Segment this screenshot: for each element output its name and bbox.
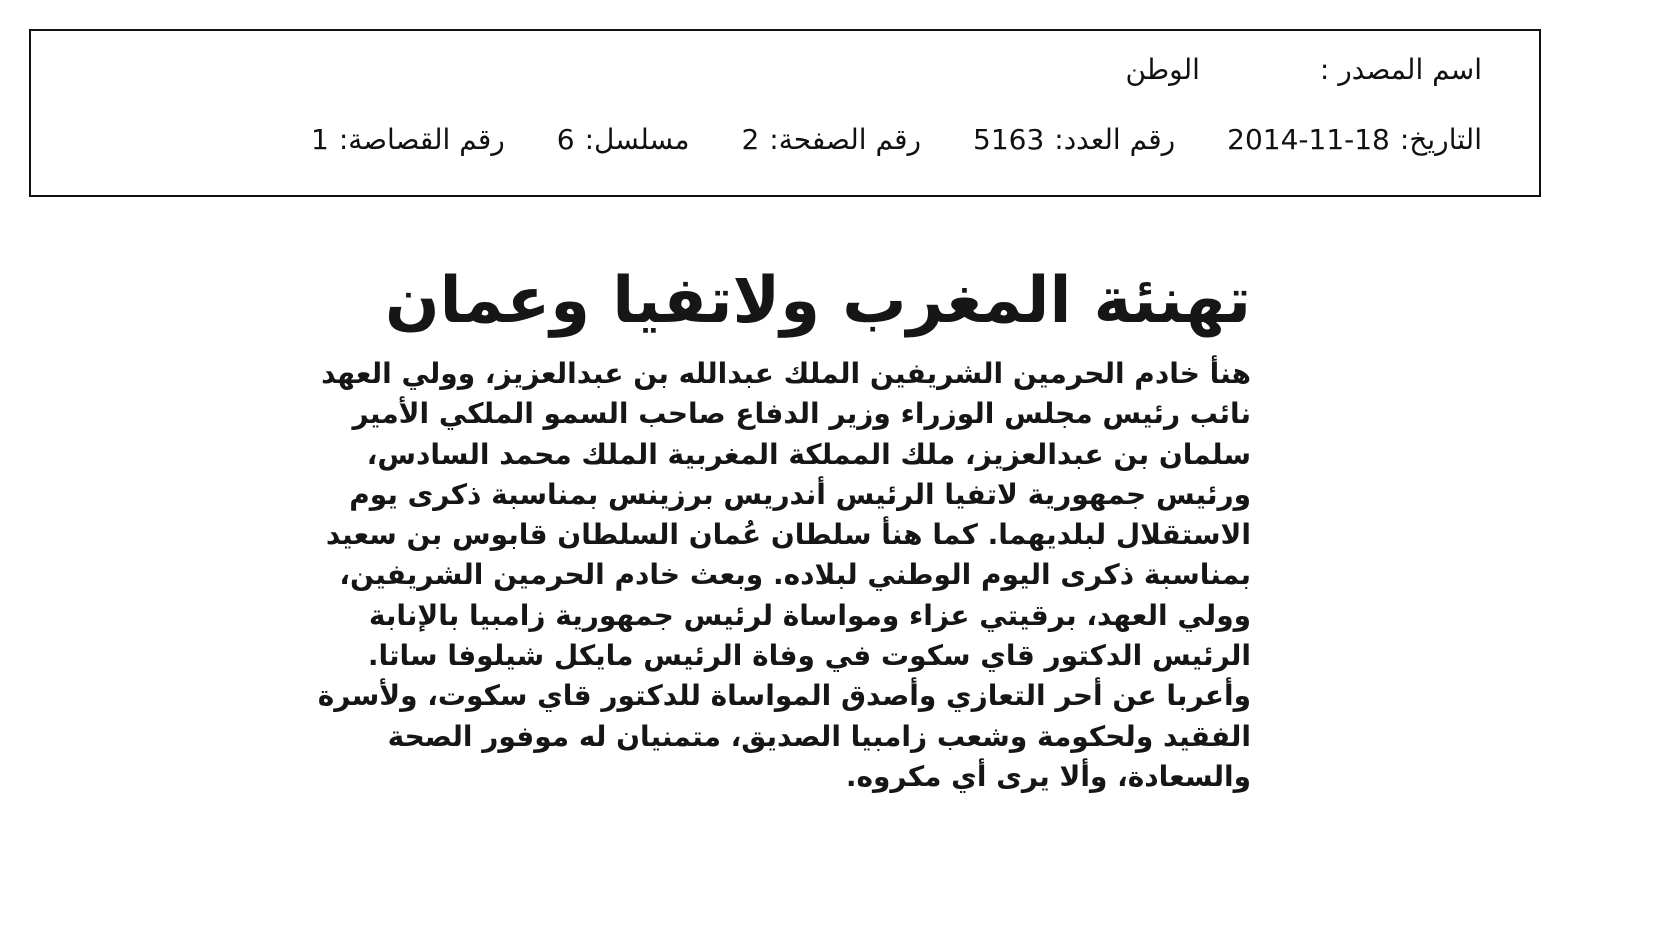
news-article [301, 258, 1251, 797]
article-body-line: سلمان بن عبدالعزيز، ملك المملكة المغربية الملك محمد السادس، [366, 437, 1251, 471]
page-label: رقم الصفحة: [769, 123, 922, 156]
article-body-line: والسعادة، وألا يرى أي مكروه. [845, 759, 1251, 793]
article-body-line: وأعربا عن أحر التعازي وأصدق المواساة للدكتور قاي سكوت، ولأسرة [317, 679, 1251, 713]
clipping-field [311, 123, 505, 156]
date-value: 2014-11-18 [1227, 123, 1390, 156]
page-field [741, 123, 921, 156]
source-value: الوطن [1125, 53, 1200, 86]
article-body-line: ورئيس جمهورية لاتفيا الرئيس أندريس برزينس بمناسبة ذكرى يوم [349, 477, 1251, 511]
serial-value: 6 [556, 123, 575, 156]
article-body-line: نائب رئيس مجلس الوزراء وزير الدفاع صاحب السمو الملكي الأمير [352, 397, 1251, 431]
article-body [301, 354, 1251, 797]
issue-field [973, 123, 1175, 156]
clipping-value: 1 [310, 123, 329, 156]
serial-field [557, 123, 690, 156]
page-value: 2 [741, 123, 760, 156]
clipping-label: رقم القصاصة: [338, 123, 505, 156]
issue-label: رقم العدد: [1054, 123, 1176, 156]
article-body-line: الرئيس الدكتور قاي سكوت في وفاة الرئيس مايكل شيلوفا ساتا. [367, 639, 1251, 673]
publication-details-row [311, 123, 1482, 156]
clipping-metadata-box [29, 29, 1541, 197]
issue-value: 5163 [973, 123, 1045, 156]
article-body-line: الفقيد ولحكومة وشعب زامبيا الصديق، متمنيان له موفور الصحة [387, 719, 1251, 753]
source-label: اسم المصدر : [1319, 53, 1482, 86]
article-body-line: الاستقلال لبلديهما. كما هنأ سلطان عُمان السلطان قابوس بن سعيد [325, 518, 1251, 552]
article-body-line: هنأ خادم الحرمين الشريفين الملك عبدالله بن عبدالعزيز، وولي العهد [321, 357, 1251, 390]
date-label: التاريخ: [1399, 123, 1482, 156]
source-field [1126, 53, 1482, 86]
source-row [1126, 53, 1482, 86]
article-body-line: بمناسبة ذكرى اليوم الوطني لبلاده. وبعث خادم الحرمين الشريفين، [339, 558, 1251, 592]
date-field [1227, 123, 1482, 156]
serial-label: مسلسل: [584, 123, 690, 156]
article-headline: تهنئة المغرب ولاتفيا وعمان [384, 264, 1251, 338]
article-body-line: وولي العهد، برقيتي عزاء ومواساة لرئيس جمهورية زامبيا بالإنابة [368, 598, 1251, 632]
